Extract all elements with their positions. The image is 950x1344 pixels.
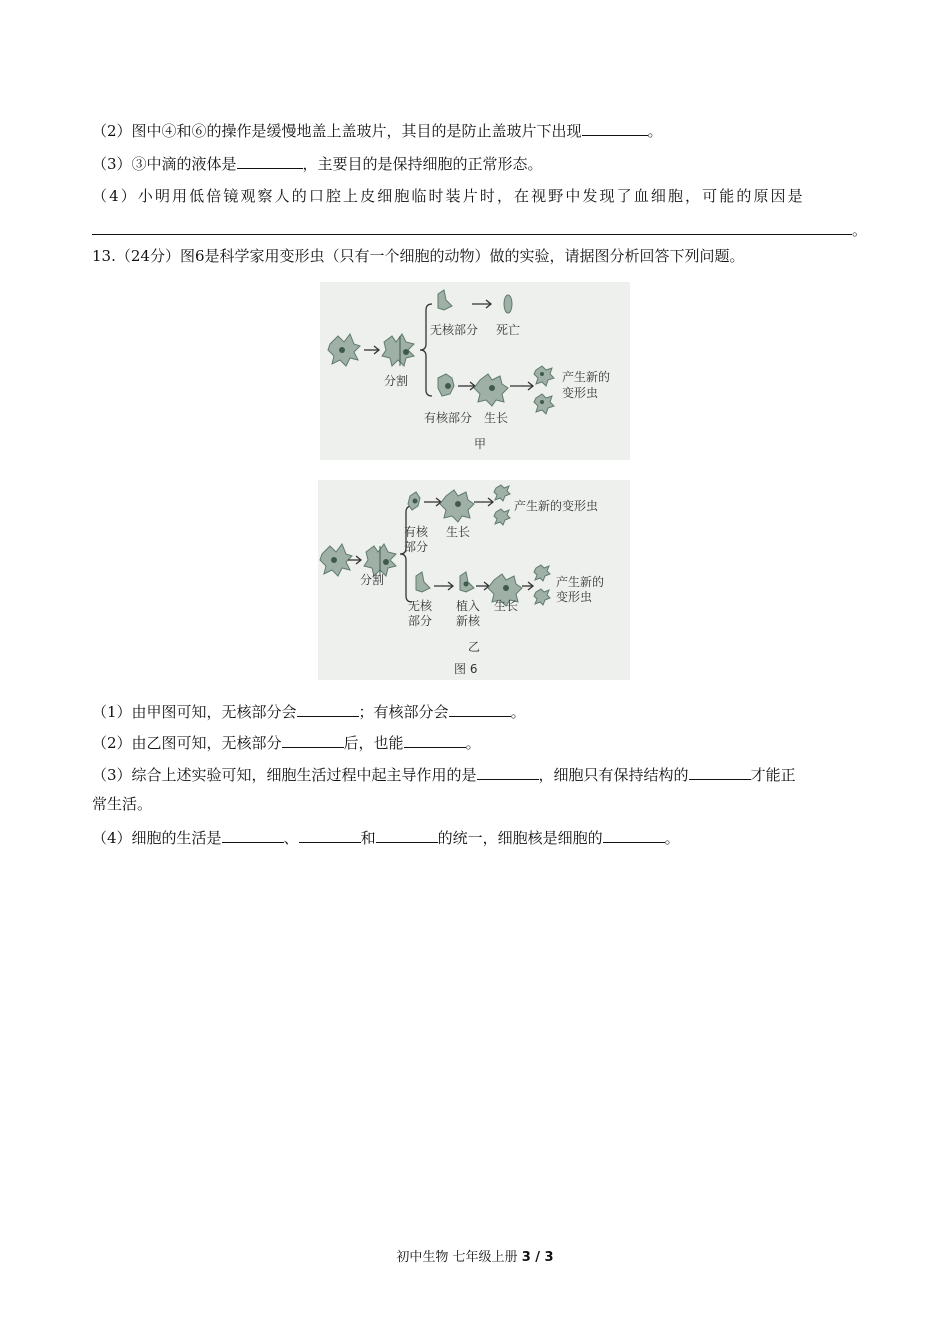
answer-blank[interactable] [449,701,511,717]
answer-blank[interactable] [222,827,284,843]
brace [420,304,432,396]
label-growth: 生长 [484,411,509,425]
new-amoeba-icon [494,485,510,525]
dead-cell-icon [504,295,512,313]
answer-blank[interactable] [282,732,344,748]
label-new-amoeba-top: 产生新的变形虫 [514,499,599,513]
question-text: ，主要目的是保持细胞的正常形态。 [302,155,543,173]
punctuation: 。 [664,829,680,847]
question-13-3-continued: 常生活。 [92,795,153,813]
punctuation: 、 [283,829,299,847]
label-no-nucleus: 无核部分 [430,323,479,337]
answer-blank[interactable] [237,153,303,169]
figure-jia-diagram [320,282,630,460]
label-split: 分割 [360,573,385,587]
figure-caption-yi: 乙 [468,640,481,654]
question-text: （2）图中④和⑥的操作是缓慢地盖上盖玻片，其目的是防止盖玻片下出现 [92,122,582,140]
figure-jia [320,282,630,460]
question-13-2 [92,732,481,753]
figure-yi [318,480,630,680]
question-12-3 [92,153,543,174]
amoeba-no-nucleus-icon [438,290,452,310]
answer-blank[interactable] [92,219,852,235]
question-text: ；有核部分会 [358,703,449,721]
question-text: （1）由甲图可知，无核部分会 [92,703,297,721]
figure-caption-jia: 甲 [474,437,487,451]
label-new-amoeba-2: 变形虫 [556,590,593,604]
question-text: （4）细胞的生活是 [92,829,222,847]
answer-blank[interactable] [603,827,665,843]
label-growth-bottom: 生长 [494,599,519,613]
label-implant-1: 植入 [456,599,481,613]
answer-blank[interactable] [582,120,648,136]
question-text: ，细胞只有保持结构的 [538,766,689,784]
answer-blank[interactable] [376,827,438,843]
question-13-3 [92,764,796,785]
punctuation: 。 [510,703,526,721]
amoeba-growth-icon [474,374,508,406]
footer-subject: 初中生物 七年级上册 [396,1250,522,1265]
question-12-4 [92,186,858,206]
conjunction: 和 [360,829,376,847]
label-with-nucleus-1: 有核 [404,525,429,539]
label-no-nucleus-2: 部分 [408,614,433,628]
question-text: （2）由乙图可知，无核部分 [92,734,282,752]
brace [400,506,412,602]
amoeba-with-nucleus-icon [408,492,420,510]
label-new-amoeba-1: 产生新的 [562,370,611,384]
question-text: 才能正 [750,766,796,784]
label-new-amoeba-2: 变形虫 [562,386,599,400]
page-number: 3 / 3 [521,1250,554,1265]
amoeba-no-nucleus-icon [416,572,430,592]
amoeba-splitting-icon [364,544,396,576]
punctuation: 。 [647,122,663,140]
amoeba-icon [328,334,360,366]
amoeba-growth-icon [440,490,474,522]
label-death: 死亡 [496,323,521,337]
question-text: （4）小明用低倍镜观察人的口腔上皮细胞临时装片时，在视野中发现了血细胞，可能的原因是 [92,187,805,205]
question-12-2 [92,120,663,141]
new-amoeba-icon [534,565,550,605]
answer-blank[interactable] [404,732,466,748]
figure-label: 图 6 [454,662,478,676]
question-13-4 [92,827,680,848]
answer-blank[interactable] [477,764,539,780]
question-text: 的统一，细胞核是细胞的 [437,829,603,847]
label-with-nucleus: 有核部分 [424,411,473,425]
label-implant-2: 新核 [456,614,481,628]
amoeba-icon [320,544,352,576]
answer-blank[interactable] [297,701,359,717]
punctuation: 。 [465,734,481,752]
question-13-1 [92,701,526,722]
amoeba-splitting-icon [382,334,414,366]
page-footer [0,1246,950,1265]
question-text: （3）综合上述实验可知，细胞生活过程中起主导作用的是 [92,766,477,784]
answer-blank[interactable] [299,827,361,843]
label-growth-top: 生长 [446,525,471,539]
question-text: 后，也能 [343,734,404,752]
amoeba-with-nucleus-icon [438,374,454,396]
label-new-amoeba-1: 产生新的 [556,575,605,589]
punctuation: 。 [852,221,868,239]
label-no-nucleus-1: 无核 [408,599,433,613]
label-with-nucleus-2: 部分 [404,540,429,554]
new-amoeba-icon [534,366,554,414]
figure-yi-diagram [318,480,630,680]
question-12-4-answer-line [92,219,868,240]
question-text: （3）③中滴的液体是 [92,155,237,173]
answer-blank[interactable] [689,764,751,780]
question-13-header: 13.（24分）图6是科学家用变形虫（只有一个细胞的动物）做的实验，请据图分析回答下列问题。 [92,247,745,265]
label-split: 分割 [384,374,409,388]
amoeba-implanted-icon [460,572,474,592]
